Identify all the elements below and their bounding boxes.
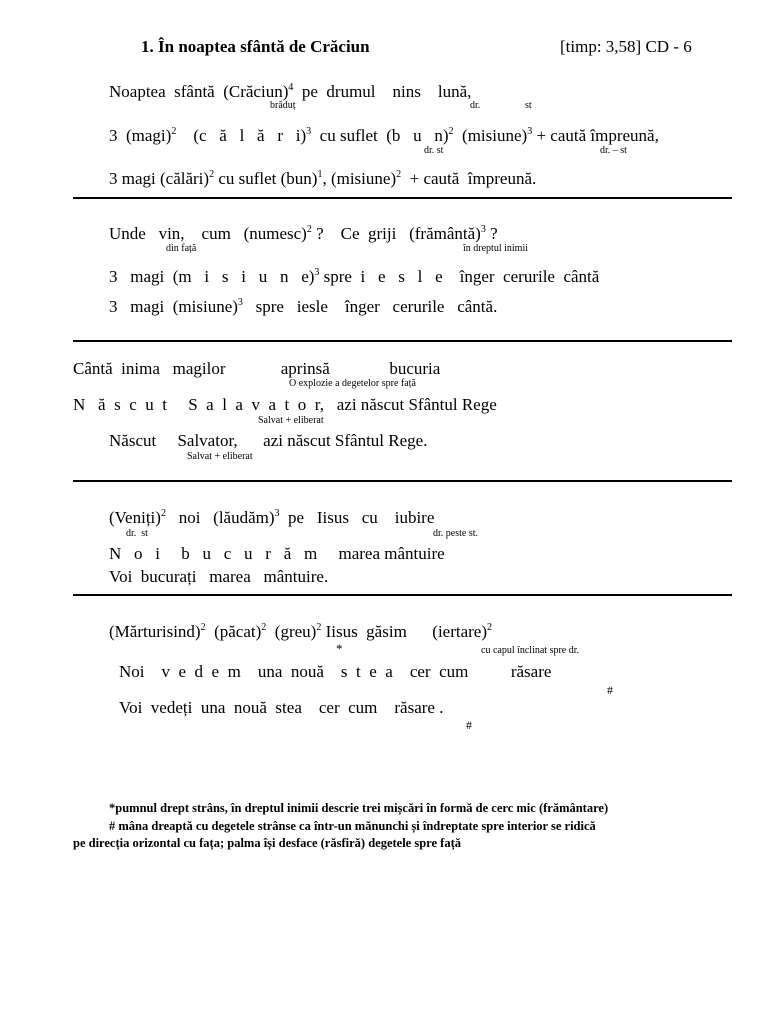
- verse3-line3: Născut Salvator, azi născut Sfântul Rege.: [109, 431, 428, 450]
- gesture-note: dr. peste st.: [433, 528, 478, 539]
- verse4-line1: (Veniți)$^2$ noi (lăudăm)$^3$ pe Iisus cu iubire: [109, 508, 435, 527]
- timing-info: [timp: 3,58] CD - 6: [560, 37, 692, 56]
- footnote-star: *pumnul drept strâns, în dreptul inimii descrie trei mișcări în formă de cerc mic (frământare): [109, 801, 609, 815]
- section-divider: [73, 197, 732, 199]
- verse3-line1: Cântă inima magilor aprinsă bucuria: [73, 359, 441, 378]
- asterisk-mark: *: [336, 641, 343, 656]
- gesture-note: dr. st: [424, 145, 444, 156]
- verse5-line1: (Mărturisind)$^2$ (păcat)$^2$ (greu)$^2$ Iisus găsim (iertare)$^2$: [109, 622, 493, 641]
- verse4-line3: Voi bucurați marea mântuire.: [109, 567, 329, 586]
- verse1-line3: 3 magi (călări)$^2$ cu suflet (bun)$^1$, (misiune)$^2$ + caută împreună.: [109, 169, 537, 188]
- verse5-line2: Noi v e d e m una nouă s t e a cer cum răsare: [119, 662, 552, 681]
- section-divider: [73, 480, 732, 482]
- gesture-note: în dreptul inimii: [463, 243, 528, 254]
- gesture-note: Salvat + eliberat: [258, 415, 324, 426]
- footnote-hash-line2: pe direcția orizontal cu fața; palma își desface (răsfiră) degetele spre față: [73, 836, 461, 850]
- verse3-line2: N ă s c u t S a l a v a t o r, azi născut Sfântul Rege: [73, 395, 497, 414]
- verse2-line3: 3 magi (misiune)$^3$ spre iesle înger cerurile cântă.: [109, 297, 498, 316]
- gesture-note: dr.: [470, 100, 481, 111]
- hash-mark: #: [466, 718, 472, 732]
- gesture-note: dr. – st: [600, 145, 627, 156]
- verse4-line2: N o i b u c u r ă m marea mântuire: [109, 544, 445, 563]
- verse1-line2: 3 (magi)$^2$ (c ă l ă r i)$^3$ cu suflet (b u n)$^2$ (misiune)$^3$ + caută împreună,: [109, 126, 659, 145]
- verse2-line2: 3 magi (m i s i u n e)$^3$ spre i e s l e înger cerurile cântă: [109, 267, 600, 286]
- verse1-line1: Noaptea sfântă (Crăciun)$^4$ pe drumul nins lună,: [109, 82, 472, 101]
- hash-mark: #: [607, 683, 613, 697]
- gesture-note: cu capul înclinat spre dr.: [481, 645, 580, 656]
- verse2-line1: Unde vin, cum (numesc)$^2$ ? Ce griji (frământă)$^3$ ?: [109, 224, 498, 243]
- song-title: 1. În noaptea sfântă de Crăciun: [141, 37, 370, 56]
- section-divider: [73, 594, 732, 596]
- gesture-note: O explozie a degetelor spre față: [289, 378, 416, 389]
- gesture-note: din față: [166, 243, 197, 254]
- gesture-note: Salvat + eliberat: [187, 451, 253, 462]
- gesture-note: dr. st: [126, 528, 148, 539]
- footnote-hash-line1: # mâna dreaptă cu degetele strânse ca într-un mănunchi și îndreptate spre interior se ridică: [109, 819, 596, 833]
- gesture-note: st: [525, 100, 532, 111]
- gesture-note: brăduț: [270, 100, 296, 111]
- section-divider: [73, 340, 732, 342]
- verse5-line3: Voi vedeți una nouă stea cer cum răsare .: [119, 698, 444, 717]
